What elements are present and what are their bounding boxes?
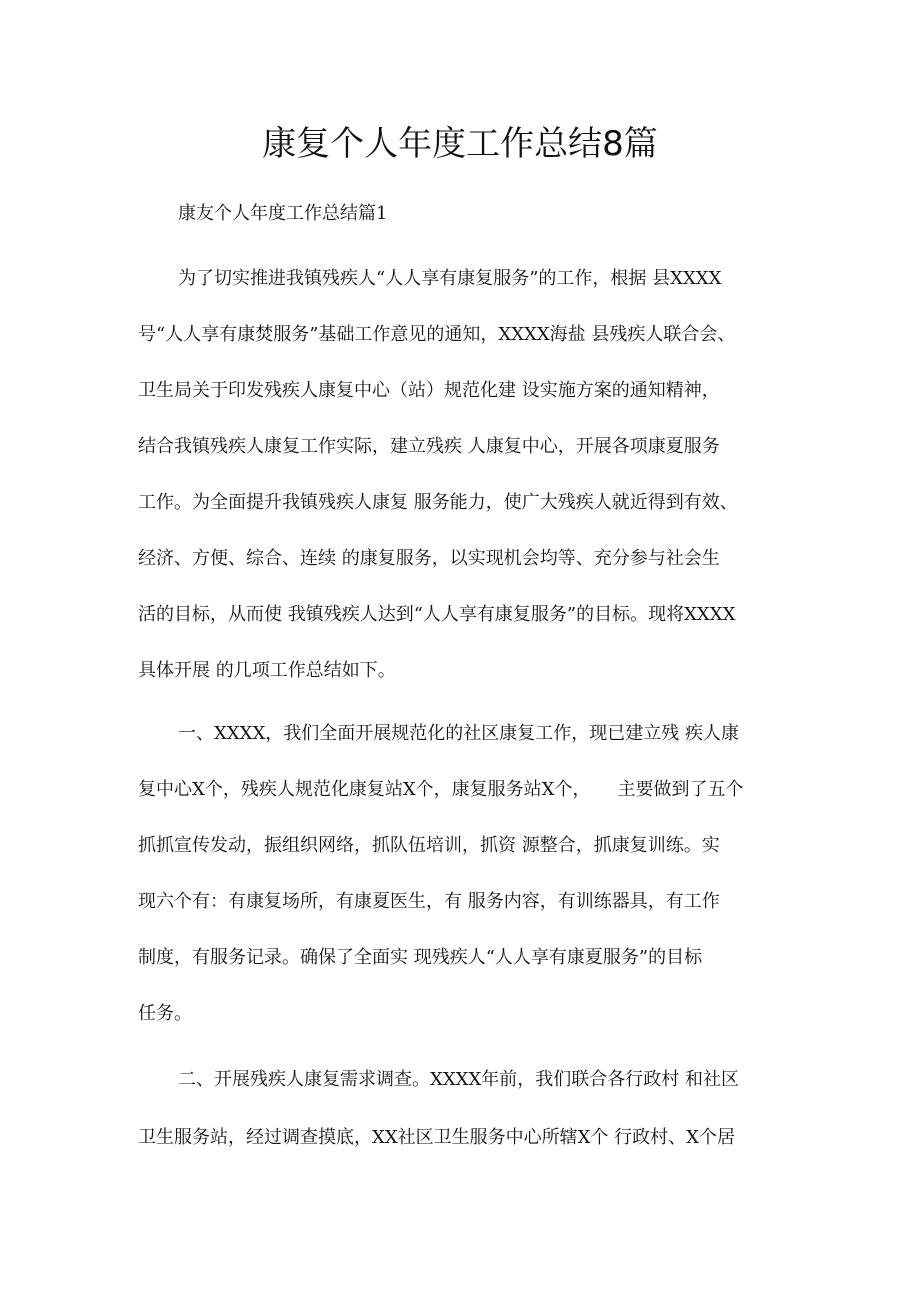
- paragraph-line: 结合我镇残疾人康复工作实际，建立残疾 人康复中心，开展各项康夏服务: [138, 436, 720, 457]
- paragraph-line: 任务。: [138, 1003, 192, 1024]
- paragraph-line: 活的目标，从而使 我镇残疾人达到“人人享有康复服务”的目标。现将XXXX: [138, 604, 736, 625]
- paragraph-line: 号“人人享有康焚服务”基础工作意见的通知，XXXX海盐 县残疾人联合会、: [138, 324, 736, 345]
- document-title: 康复个人年度工作总结8篇: [262, 124, 658, 164]
- paragraph-line: 制度，有服务记录。确保了全面实 现残疾人“人人享有康夏服务”的目标: [138, 947, 703, 968]
- paragraph-line: 一、XXXX，我们全面开展规范化的社区康复工作，现已建立残 疾人康: [178, 723, 739, 744]
- paragraph-line: 具体开展 的几项工作总结如下。: [138, 660, 396, 681]
- paragraph-line: 二、开展残疾人康复需求调查。XXXX年前，我们联合各行政村 和社区: [178, 1069, 739, 1090]
- paragraph-line: 卫生局关于印发残疾人康复中心（站）规范化建 设实施方案的通知精神，: [138, 380, 720, 401]
- paragraph-line: 经济、方便、综合、连续 的康复服务，以实现机会均等、充分参与社会生: [138, 548, 720, 569]
- paragraph-line: 工作。为全面提升我镇残疾人康复 服务能力，使广大残疾人就近得到有效、: [138, 492, 738, 513]
- paragraph-line: 现六个有：有康复场所，有康夏医生，有 服务内容，有训练器具，有工作: [138, 891, 720, 912]
- paragraph-line: 抓抓宣传发动，振组织网络，抓队伍培训，抓资 源整合，抓康复训练。实: [138, 835, 720, 856]
- paragraph-line: 为了切实推进我镇残疾人“人人享有康复服务”的工作，根据 县XXXX: [178, 268, 722, 289]
- paragraph-line: 卫生服务站，经过调查摸底，XX社区卫生服务中心所辖X个 行政村、X个居: [138, 1127, 735, 1148]
- paragraph-line: 复中心X个，残疾人规范化康复站X个，康复服务站X个， 主要做到了五个: [138, 779, 744, 800]
- section-subtitle: 康友个人年度工作总结篇1: [178, 203, 388, 224]
